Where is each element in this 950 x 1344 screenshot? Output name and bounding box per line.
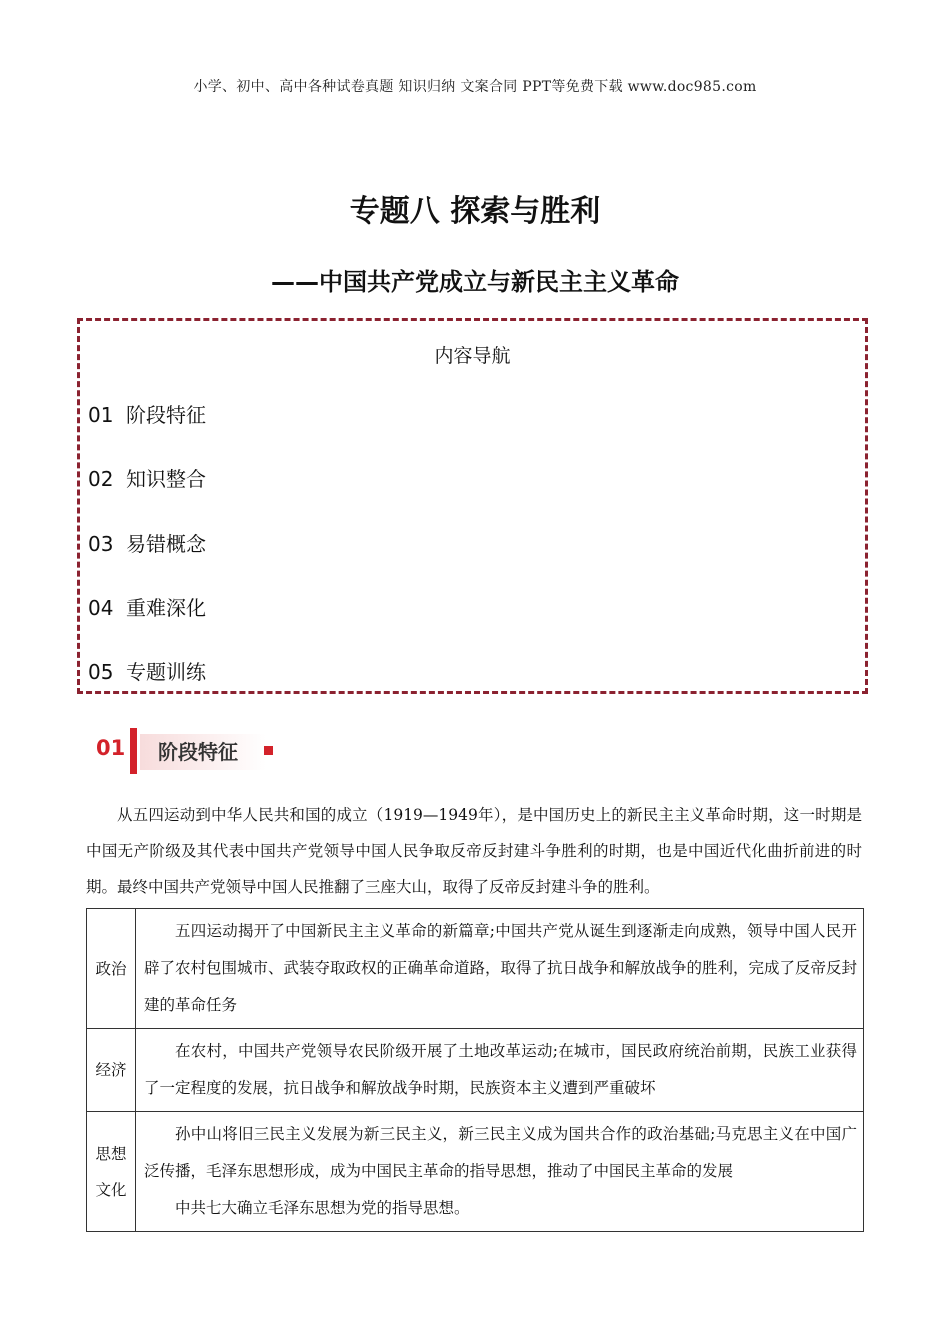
nav-item-number: 05 — [88, 660, 114, 684]
table-content-cell — [136, 909, 864, 1029]
nav-item-label: 阶段特征 — [126, 403, 206, 427]
section-heading — [90, 726, 290, 774]
category-label: 文化 — [95, 1180, 127, 1199]
nav-item-label: 专题训练 — [126, 660, 206, 684]
nav-item-topic-training[interactable] — [88, 656, 206, 685]
site-header: 小学、初中、高中各种试卷真题 知识归纳 文案合同 PPT等免费下载 www.doc985.com — [193, 79, 757, 95]
stage-features-table — [86, 908, 864, 1232]
section-square-icon — [264, 746, 273, 755]
nav-item-key-difficulties[interactable] — [88, 592, 206, 621]
category-label: 思想 — [95, 1144, 127, 1163]
table-content-cell — [136, 1029, 864, 1112]
nav-item-number: 02 — [88, 467, 114, 491]
intro-paragraph: 从五四运动到中华人民共和国的成立（1919—1949年），是中国历史上的新民主主义革命时期，这一时期是中国无产阶级及其代表中国共产党领导中国人民争取反帝反封建斗争胜利的时期，也是中国近代化曲折前进的时期。最终中国共产党领导中国人民推翻了三座大山，取得了反帝反封建斗争的胜利。 — [86, 806, 862, 896]
nav-item-number: 01 — [88, 403, 114, 427]
table-row — [87, 1112, 864, 1232]
table-category-cell — [87, 1112, 136, 1232]
page-title: 专题八 探索与胜利 — [349, 194, 601, 229]
table-category-cell — [87, 1029, 136, 1112]
nav-item-knowledge-integration[interactable] — [88, 463, 206, 492]
nav-item-label: 易错概念 — [126, 532, 206, 556]
category-label: 经济 — [95, 1061, 127, 1079]
content-paragraph: 中共七大确立毛泽东思想为党的指导思想。 — [175, 1199, 470, 1217]
nav-item-error-prone-concepts[interactable] — [88, 528, 206, 557]
table-row — [87, 1029, 864, 1112]
nav-item-label: 知识整合 — [126, 467, 206, 491]
content-paragraph: 五四运动揭开了中国新民主主义革命的新篇章;中国共产党从诞生到逐渐走向成熟，领导中国人民开辟了农村包围城市、武装夺取政权的正确革命道路，取得了抗日战争和解放战争的胜利，完成了反帝反封建的革命任务 — [144, 922, 858, 1014]
table-row — [87, 909, 864, 1029]
content-paragraph: 在农村，中国共产党领导农民阶级开展了土地改革运动;在城市，国民政府统治前期，民族工业获得了一定程度的发展，抗日战争和解放战争时期，民族资本主义遭到严重破坏 — [144, 1042, 857, 1097]
nav-item-stage-features[interactable] — [88, 399, 206, 428]
nav-item-number: 04 — [88, 596, 114, 620]
section-accent-bar — [130, 728, 137, 774]
section-number: 01 — [96, 736, 126, 760]
content-navigation-box — [77, 318, 868, 694]
section-label: 阶段特征 — [158, 740, 238, 764]
nav-item-label: 重难深化 — [126, 596, 206, 620]
content-paragraph: 孙中山将旧三民主义发展为新三民主义，新三民主义成为国共合作的政治基础;马克思主义在中国广泛传播，毛泽东思想形成，成为中国民主革命的指导思想，推动了中国民主革命的发展 — [144, 1125, 857, 1180]
category-label: 政治 — [95, 959, 127, 978]
page-subtitle: ——中国共产党成立与新民主主义革命 — [271, 268, 679, 296]
nav-item-number: 03 — [88, 532, 114, 556]
nav-title: 内容导航 — [434, 345, 511, 367]
table-category-cell — [87, 909, 136, 1029]
table-content-cell — [136, 1112, 864, 1232]
